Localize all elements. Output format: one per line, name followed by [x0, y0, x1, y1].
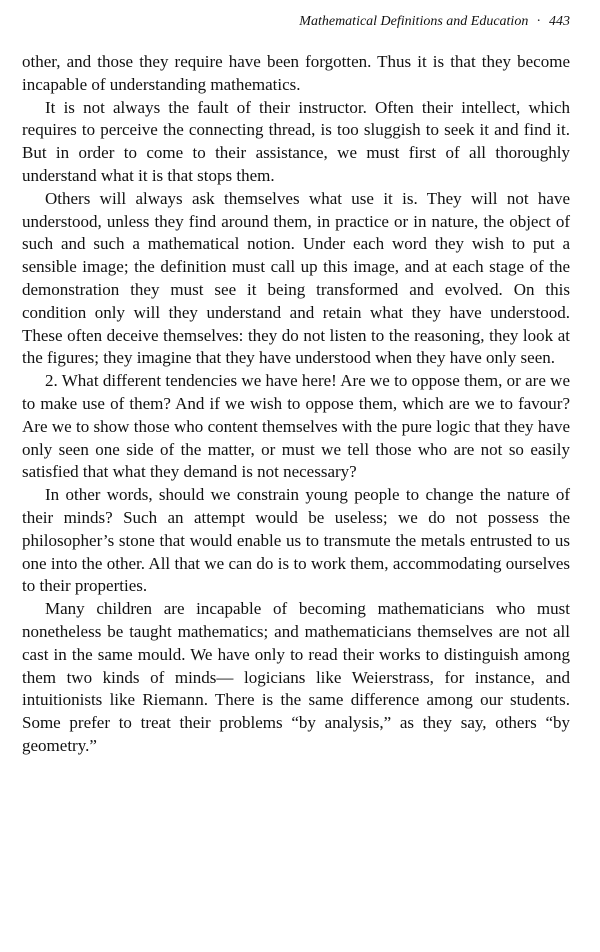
paragraph: Others will always ask themselves what use it is. They will not have understood, unless they find around them, in practice or in nature, the object of such and such a mathematical notion. Under each word they wish to put a sensible image; the definition must call up this image, and at each stage of the demonstration they must see it being transformed and evolved. On this condition only will they understand and retain what they have understood. These often deceive themselves: they do not listen to the reasoning, they look at the figures; they imagine that they have understood when they have only seen.	[22, 188, 570, 368]
header-separator: ·	[536, 14, 541, 29]
running-header	[22, 13, 570, 31]
paragraph-continued: other, and those they require have been forgotten. Thus it is that they become incapable of understanding mathematics.	[22, 52, 570, 94]
paragraph: It is not always the fault of their instructor. Often their intellect, which requires to perceive the connecting thread, is too sluggish to seek it and find it. But in order to come to their assistance, we must first of all thoroughly understand what it is that stops them.	[22, 97, 570, 185]
body-text	[22, 51, 570, 758]
running-title: Mathematical Definitions and Education	[299, 14, 529, 29]
page-number: 443	[549, 14, 570, 29]
paragraph: Many children are incapable of becoming mathematicians who must nonetheless be taught mathematics; and mathematicians themselves are not all cast in the same mould. We have only to read their works to distinguish among them two kinds of minds— logicians like Weierstrass, for instance, and intuitionists like Riemann. There is the same difference among our students. Some prefer to treat their problems “by analysis,” as they say, others “by geometry.”	[22, 599, 570, 755]
paragraph-numbered-section: 2. What different tendencies we have here! Are we to oppose them, or are we to make use of them? And if we wish to oppose them, which are we to favour? Are we to show those who content themselves with the pure logic that they have only seen one side of the matter, or must we tell those who are not so easily satisfied that what they demand is not necessary?	[22, 371, 570, 482]
paragraph: In other words, should we constrain young people to change the nature of their minds? Such an attempt would be useless; we do not possess the philosopher’s stone that would enable us to transmute the metals entrusted to us one into the other. All that we can do is to work them, accommodating ourselves to their properties.	[22, 485, 570, 596]
